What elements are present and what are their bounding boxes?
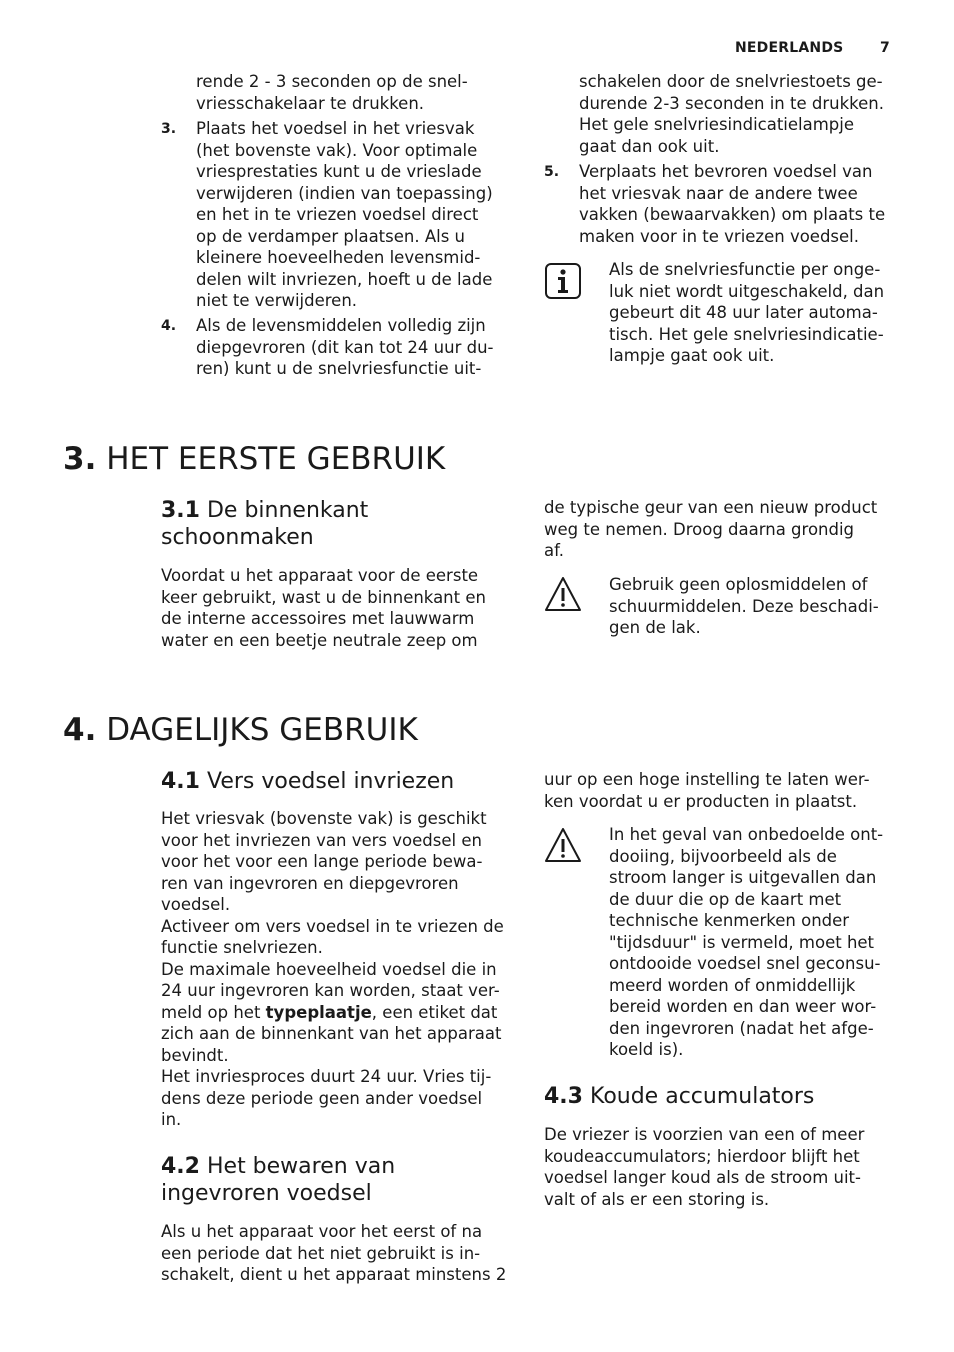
running-header-language: NEDERLANDS [735,40,844,56]
section-4-heading: 4. DAGELIJKS GEBRUIK [63,712,418,748]
subsection-4-1-text: Het vriesvak (bovenste vak) is geschikt voor het invriezen van vers voedsel en voor het voor een lange periode bewa- ren van ingevroren en diepgevroren voedsel. Activeer om vers voedsel in te vriezen de functie snelvriezen. De maximale hoeveelheid voedsel die in 24 uur ingevroren kan worden, staat ver- meld op het typeplaatje, een etiket dat zich aan de binnenkant van het apparaat bevindt. Het invriesproces duurt 24 uur. Vries tij- dens deze periode geen ander voedsel in. [161,809,504,1129]
warning-icon [544,826,582,864]
subsection-3-1-text: Voordat u het apparaat voor de eerste keer gebruikt, wast u de binnenkant en de interne accessoires met lauwwarm water en een beetje neutrale zeep om [161,566,486,650]
section-3-heading: 3. HET EERSTE GEBRUIK [63,441,446,477]
warning-note-4: In het geval van onbedoelde ont- dooiing, bijvoorbeeld als de stroom langer is uitgevallen dan de duur die op de kaart met technische kenmerken onder "tijdsduur" is vermeld, moet het ontdooide voedsel snel geconsu- meerd worden of onmiddellijk bereid worden en dan weer wor- den ingevroren (nadat het afge- koeld is). [609,825,884,1059]
list-number-5: 5. [544,164,560,180]
page-number: 7 [880,40,890,56]
subsection-4-1-heading: 4.1 Vers voedsel invriezen [161,769,455,794]
list-item-4-continuation: schakelen door de snelvriestoets ge- durende 2-3 seconden in te drukken. Het gele snelvriesindicatielampje gaat dan ook uit. [579,72,884,156]
subsection-4-2-text: Als u het apparaat voor het eerst of na een periode dat het niet gebruikt is in- schakelt, dient u het apparaat minstens 2 [161,1222,507,1284]
warning-note-3: Gebruik geen oplosmiddelen of schuurmiddelen. Deze beschadi- gen de lak. [609,575,879,637]
subsection-4-2-heading: 4.2 Het bewaren van ingevroren voedsel [161,1154,396,1206]
list-item-2-continuation: rende 2 - 3 seconden op de snel- vriesschakelaar te drukken. [196,72,468,113]
subsection-3-1-text-continuation: de typische geur van een nieuw product weg te nemen. Droog daarna grondig af. [544,498,878,560]
list-item-3: Plaats het voedsel in het vriesvak (het bovenste vak). Voor optimale vriesprestaties kunt u de vrieslade verwijderen (indien van toepassing) en het in te vriezen voedsel direct op de verdamper plaatsen. Als u kleinere hoeveelheden levensmid- delen wilt invriezen, hoeft u de lade niet te verwijderen. [196,119,493,310]
subsection-4-3-heading: 4.3 Koude accumulators [544,1084,815,1109]
typeplaatje-bold: typeplaatje [265,1002,372,1022]
list-item-4: Als de levensmiddelen volledig zijn diepgevroren (dit kan tot 24 uur du- ren) kunt u de snelvriesfunctie uit- [196,316,494,378]
list-number-4: 4. [161,318,177,334]
info-note: Als de snelvriesfunctie per onge- luk niet wordt uitgeschakeld, dan gebeurt dit 48 uur later automa- tisch. Het gele snelvriesindicatie- lampje gaat ook uit. [609,260,885,365]
list-number-3: 3. [161,121,177,137]
subsection-3-1-heading: 3.1 De binnenkant schoonmaken [161,498,369,550]
subsection-4-2-text-continuation: uur op een hoge instelling te laten wer- ken voordat u er producten in plaatst. [544,770,870,811]
subsection-4-3-text: De vriezer is voorzien van een of meer koudeaccumulators; hierdoor blijft het voedsel langer koud als de stroom uit- valt of als er een storing is. [544,1125,865,1209]
list-item-5: Verplaats het bevroren voedsel van het vriesvak naar de andere twee vakken (bewaarvakken) om plaats te maken voor in te vriezen voedsel. [579,162,886,246]
info-icon [544,262,582,300]
warning-icon [544,575,582,613]
